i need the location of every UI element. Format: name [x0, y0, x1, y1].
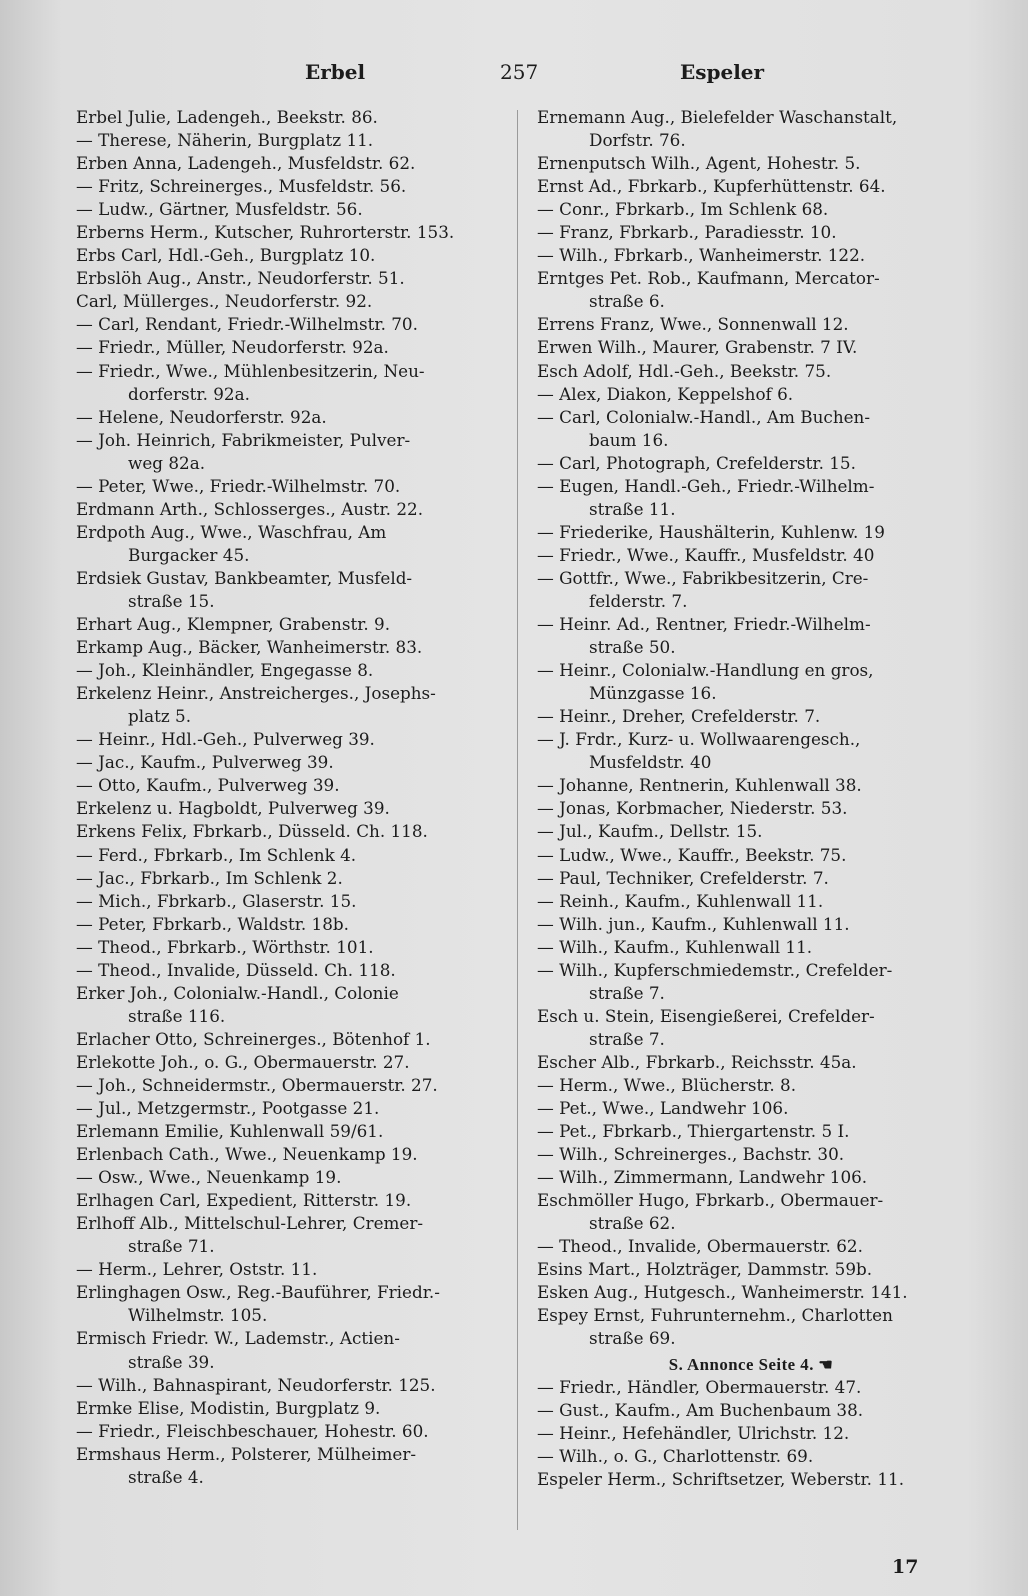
directory-line: dorferstr. 92a. — [128, 383, 250, 404]
directory-line: Ermke Elise, Modistin, Burgplatz 9. — [76, 1397, 381, 1418]
directory-line: Burgacker 45. — [128, 544, 250, 565]
directory-line: platz 5. — [128, 706, 192, 727]
directory-line: Erlhoff Alb., Mittelschul-Lehrer, Cremer- — [76, 1213, 424, 1234]
directory-line: Erlinghagen Osw., Reg.-Bauführer, Friedr.- — [76, 1282, 440, 1303]
directory-line: — Wilh. jun., Kaufm., Kuhlenwall 11. — [537, 913, 850, 934]
directory-line: — J. Frdr., Kurz- u. Wollwaarengesch., — [537, 729, 861, 750]
directory-line: Erben Anna, Ladengeh., Musfeldstr. 62. — [76, 153, 416, 174]
directory-line: — Helene, Neudorferstr. 92a. — [76, 406, 327, 427]
directory-line: — Wilh., Schreinerges., Bachstr. 30. — [537, 1144, 845, 1165]
directory-line: — Wilh., o. G., Charlottenstr. 69. — [537, 1445, 814, 1466]
directory-line: — Fritz, Schreinerges., Musfeldstr. 56. — [76, 176, 407, 197]
directory-line: — Conr., Fbrkarb., Im Schlenk 68. — [537, 199, 829, 220]
directory-line: — Peter, Wwe., Friedr.-Wilhelmstr. 70. — [76, 475, 401, 496]
directory-line: straße 69. — [589, 1328, 676, 1349]
running-head — [0, 60, 1028, 90]
directory-line: Ernemann Aug., Bielefelder Waschanstalt, — [537, 107, 898, 127]
directory-line: — Otto, Kaufm., Pulverweg 39. — [76, 775, 340, 796]
directory-line: Erker Joh., Colonialw.-Handl., Colonie — [76, 982, 399, 1003]
directory-line: straße 11. — [589, 498, 676, 519]
directory-line: — Herm., Lehrer, Oststr. 11. — [76, 1259, 318, 1280]
directory-line: — Pet., Wwe., Landwehr 106. — [537, 1098, 789, 1119]
directory-line: straße 7. — [589, 982, 665, 1003]
directory-line: Erbel Julie, Ladengeh., Beekstr. 86. — [76, 107, 378, 127]
directory-line: — Wilh., Fbrkarb., Wanheimerstr. 122. — [537, 245, 866, 266]
directory-line: Espeler Herm., Schriftsetzer, Weberstr. 11. — [537, 1468, 905, 1489]
directory-line: — Friedr., Wwe., Mühlenbesitzerin, Neu- — [76, 360, 425, 381]
directory-line: Erlhagen Carl, Expedient, Ritterstr. 19. — [76, 1190, 412, 1211]
pointing-hand-icon: ☚ — [813, 1356, 834, 1374]
directory-line: Erntges Pet. Rob., Kaufmann, Mercator- — [537, 268, 880, 289]
directory-line: — Jac., Kaufm., Pulverweg 39. — [76, 752, 334, 773]
header-first-entry: Erbel — [305, 60, 366, 84]
directory-line: Erbs Carl, Hdl.-Geh., Burgplatz 10. — [76, 245, 376, 266]
directory-line: Ernst Ad., Fbrkarb., Kupferhüttenstr. 64. — [537, 176, 886, 197]
directory-line: — Mich., Fbrkarb., Glaserstr. 15. — [76, 890, 357, 911]
directory-line: Erbslöh Aug., Anstr., Neudorferstr. 51. — [76, 268, 405, 289]
annonce-reference: S. Annonce Seite 4. ☚ — [668, 1354, 834, 1374]
directory-line: felderstr. 7. — [589, 590, 688, 611]
directory-line: — Carl, Rendant, Friedr.-Wilhelmstr. 70. — [76, 314, 418, 335]
directory-line: — Herm., Wwe., Blücherstr. 8. — [537, 1074, 797, 1095]
right-column — [537, 106, 965, 1491]
directory-line: Eschmöller Hugo, Fbrkarb., Obermauer- — [537, 1190, 884, 1211]
directory-line: Esins Mart., Holzträger, Dammstr. 59b. — [537, 1259, 873, 1280]
directory-line: — Theod., Invalide, Obermauerstr. 62. — [537, 1236, 863, 1257]
directory-line: Dorfstr. 76. — [589, 130, 686, 151]
directory-line: Espey Ernst, Fuhrunternehm., Charlotten — [537, 1305, 893, 1326]
directory-line: Münzgasse 16. — [589, 683, 717, 704]
signature-mark: 17 — [892, 1556, 919, 1578]
directory-line: straße 6. — [589, 291, 665, 312]
directory-line: — Therese, Näherin, Burgplatz 11. — [76, 130, 374, 151]
directory-line: — Friedr., Wwe., Kauffr., Musfeldstr. 40 — [537, 544, 875, 565]
directory-line: straße 116. — [128, 1005, 226, 1026]
column-divider — [517, 110, 518, 1530]
directory-line: Erdmann Arth., Schlosserges., Austr. 22. — [76, 498, 424, 519]
directory-line: — Friedr., Müller, Neudorferstr. 92a. — [76, 337, 389, 358]
directory-line: — Friedr., Fleischbeschauer, Hohestr. 60. — [76, 1420, 429, 1441]
directory-line: — Joh. Heinrich, Fabrikmeister, Pulver- — [76, 429, 411, 450]
directory-line: — Eugen, Handl.-Geh., Friedr.-Wilhelm- — [537, 475, 875, 496]
directory-line: weg 82a. — [128, 452, 206, 473]
directory-line: — Pet., Fbrkarb., Thiergartenstr. 5 I. — [537, 1121, 850, 1142]
directory-line: — Gust., Kaufm., Am Buchenbaum 38. — [537, 1399, 864, 1420]
directory-line: Erkelenz Heinr., Anstreicherges., Josephs- — [76, 683, 436, 704]
directory-line: — Heinr., Hdl.-Geh., Pulverweg 39. — [76, 729, 375, 750]
directory-line: — Johanne, Rentnerin, Kuhlenwall 38. — [537, 775, 862, 796]
directory-line: — Wilh., Bahnaspirant, Neudorferstr. 125. — [76, 1374, 436, 1395]
page-number: 257 — [500, 60, 539, 84]
directory-line: — Jul., Kaufm., Dellstr. 15. — [537, 821, 763, 842]
directory-line: Ermisch Friedr. W., Lademstr., Actien- — [76, 1328, 400, 1349]
directory-line: — Theod., Invalide, Düsseld. Ch. 118. — [76, 959, 396, 980]
left-column — [76, 106, 506, 1489]
directory-line: Ermshaus Herm., Polsterer, Mülheimer- — [76, 1443, 417, 1464]
directory-line: — Wilh., Kupferschmiedemstr., Crefelder- — [537, 959, 893, 980]
directory-line: — Jul., Metzgermstr., Pootgasse 21. — [76, 1098, 380, 1119]
directory-line: Escher Alb., Fbrkarb., Reichsstr. 45a. — [537, 1051, 857, 1072]
directory-line: Erdsiek Gustav, Bankbeamter, Musfeld- — [76, 567, 413, 588]
directory-line: — Jonas, Korbmacher, Niederstr. 53. — [537, 798, 848, 819]
directory-line: — Paul, Techniker, Crefelderstr. 7. — [537, 867, 829, 888]
directory-line: — Alex, Diakon, Keppelshof 6. — [537, 383, 794, 404]
directory-line: Erlekotte Joh., o. G., Obermauerstr. 27. — [76, 1051, 410, 1072]
directory-line: Wilhelmstr. 105. — [128, 1305, 268, 1326]
directory-line: — Carl, Photograph, Crefelderstr. 15. — [537, 452, 856, 473]
directory-line: — Franz, Fbrkarb., Paradiesstr. 10. — [537, 222, 837, 243]
directory-line: — Friedr., Händler, Obermauerstr. 47. — [537, 1376, 862, 1397]
directory-line: Esch u. Stein, Eisengießerei, Crefelder- — [537, 1005, 875, 1026]
directory-line: Erlacher Otto, Schreinerges., Bötenhof 1. — [76, 1028, 431, 1049]
directory-line: Erkens Felix, Fbrkarb., Düsseld. Ch. 118. — [76, 821, 428, 842]
directory-line: — Reinh., Kaufm., Kuhlenwall 11. — [537, 890, 824, 911]
directory-line: Musfeldstr. 40 — [589, 752, 712, 773]
directory-line: — Heinr., Hefehändler, Ulrichstr. 12. — [537, 1422, 850, 1443]
directory-line: — Theod., Fbrkarb., Wörthstr. 101. — [76, 936, 374, 957]
directory-line: — Peter, Fbrkarb., Waldstr. 18b. — [76, 913, 349, 934]
directory-line: Erdpoth Aug., Wwe., Waschfrau, Am — [76, 521, 387, 542]
directory-line: — Carl, Colonialw.-Handl., Am Buchen- — [537, 406, 871, 427]
directory-line: baum 16. — [589, 429, 669, 450]
directory-line: Esken Aug., Hutgesch., Wanheimerstr. 141. — [537, 1282, 908, 1303]
directory-line: straße 4. — [128, 1466, 204, 1487]
directory-line: Erhart Aug., Klempner, Grabenstr. 9. — [76, 614, 391, 635]
header-last-entry: Espeler — [680, 60, 765, 84]
directory-line: Erlemann Emilie, Kuhlenwall 59/61. — [76, 1121, 384, 1142]
directory-line: straße 71. — [128, 1236, 215, 1257]
directory-line: — Heinr., Dreher, Crefelderstr. 7. — [537, 706, 821, 727]
directory-line: Esch Adolf, Hdl.-Geh., Beekstr. 75. — [537, 360, 832, 381]
directory-line: Erkelenz u. Hagboldt, Pulverweg 39. — [76, 798, 390, 819]
directory-line: — Joh., Kleinhändler, Engegasse 8. — [76, 660, 374, 681]
directory-line: Ernenputsch Wilh., Agent, Hohestr. 5. — [537, 153, 861, 174]
directory-line: Errens Franz, Wwe., Sonnenwall 12. — [537, 314, 849, 335]
directory-line: — Friederike, Haushälterin, Kuhlenw. 19 — [537, 521, 885, 542]
directory-line: straße 39. — [128, 1351, 215, 1372]
directory-line: — Ludw., Gärtner, Musfeldstr. 56. — [76, 199, 363, 220]
directory-line: — Gottfr., Wwe., Fabrikbesitzerin, Cre- — [537, 567, 869, 588]
directory-line: Erberns Herm., Kutscher, Ruhrorterstr. 153. — [76, 222, 455, 243]
directory-line: Erlenbach Cath., Wwe., Neuenkamp 19. — [76, 1144, 418, 1165]
directory-line: — Ferd., Fbrkarb., Im Schlenk 4. — [76, 844, 357, 865]
directory-line: — Jac., Fbrkarb., Im Schlenk 2. — [76, 867, 343, 888]
directory-line: — Heinr., Colonialw.-Handlung en gros, — [537, 660, 874, 681]
directory-line: — Ludw., Wwe., Kauffr., Beekstr. 75. — [537, 844, 847, 865]
directory-line: Erwen Wilh., Maurer, Grabenstr. 7 IV. — [537, 337, 858, 358]
directory-line: straße 62. — [589, 1213, 676, 1234]
directory-line: — Wilh., Kaufm., Kuhlenwall 11. — [537, 936, 813, 957]
directory-line: Erkamp Aug., Bäcker, Wanheimerstr. 83. — [76, 637, 423, 658]
directory-line: — Osw., Wwe., Neuenkamp 19. — [76, 1167, 342, 1188]
directory-line: straße 15. — [128, 590, 215, 611]
directory-line: Carl, Müllerges., Neudorferstr. 92. — [76, 291, 373, 312]
directory-line: straße 7. — [589, 1028, 665, 1049]
directory-line: — Joh., Schneidermstr., Obermauerstr. 27. — [76, 1074, 438, 1095]
directory-line: — Wilh., Zimmermann, Landwehr 106. — [537, 1167, 868, 1188]
directory-line: straße 50. — [589, 637, 676, 658]
directory-line: — Heinr. Ad., Rentner, Friedr.-Wilhelm- — [537, 614, 871, 635]
